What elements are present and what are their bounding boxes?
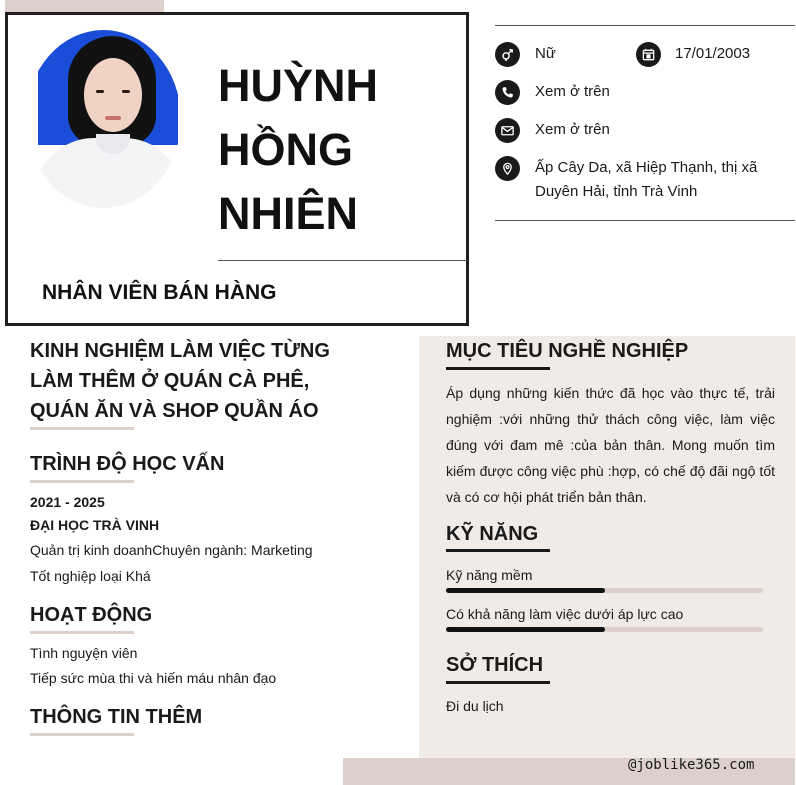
- profile-photo: [26, 30, 181, 208]
- location-icon: [495, 156, 520, 181]
- birthdate-value: 17/01/2003: [675, 45, 751, 62]
- name-divider: [218, 260, 467, 261]
- hobbies-title: SỞ THÍCH: [446, 654, 544, 676]
- hobbies-underline: [446, 681, 550, 684]
- skill-label-2: Có khả năng làm việc dưới áp lực cao: [446, 606, 684, 622]
- experience-title-line-3: QUÁN ĂN VÀ SHOP QUẦN ÁO: [30, 400, 319, 422]
- photo-lips: [105, 116, 121, 120]
- activity-item-2: Tiếp sức mùa thi và hiến máu nhân đạo: [30, 670, 277, 686]
- name-line-1: HUỲNH: [218, 60, 379, 111]
- education-title: TRÌNH ĐỘ HỌC VẤN: [30, 453, 225, 475]
- phone-icon: [495, 80, 520, 105]
- experience-title-line-2: LÀM THÊM Ở QUÁN CÀ PHÊ,: [30, 370, 310, 392]
- experience-underline: [30, 427, 134, 430]
- mail-icon: [495, 118, 520, 143]
- skills-underline: [446, 549, 550, 552]
- photo-eye-left: [96, 90, 104, 93]
- skill-label-1: Kỹ năng mềm: [446, 567, 533, 583]
- skill-bar-2: [446, 627, 763, 632]
- email-value: Xem ở trên: [535, 121, 610, 138]
- activities-underline: [30, 631, 134, 634]
- full-name: [218, 54, 378, 246]
- contact-bottom-divider: [495, 220, 795, 221]
- photo-eye-right: [122, 90, 130, 93]
- phone-value: Xem ở trên: [535, 83, 610, 100]
- photo-face: [84, 58, 142, 132]
- education-school: ĐẠI HỌC TRÀ VINH: [30, 517, 160, 533]
- education-years: 2021 - 2025: [30, 494, 105, 510]
- job-title: NHÂN VIÊN BÁN HÀNG: [42, 281, 277, 304]
- objective-underline: [446, 367, 550, 370]
- objective-text: Áp dụng những kiến thức đã học vào thực tế, trải nghiệm :với những thử thách công việc, làm việc đúng với đam mê :của bản thân. Mong muốn tìm kiếm được công việc phù :hợp, có chế độ đãi ngộ tốt và có cơ hội phát triển bản thân.: [446, 385, 775, 505]
- objective-title: MỤC TIÊU NGHỀ NGHIỆP: [446, 340, 689, 362]
- more-info-title: THÔNG TIN THÊM: [30, 706, 203, 728]
- education-major: Quản trị kinh doanhChuyên ngành: Marketing: [30, 542, 313, 558]
- skill-bar-fill-1: [446, 588, 605, 593]
- experience-title: [30, 336, 330, 426]
- calendar-icon: [636, 42, 661, 67]
- name-line-2: HỒNG: [218, 124, 353, 175]
- skills-title: KỸ NĂNG: [446, 523, 539, 545]
- skill-bar-fill-2: [446, 627, 605, 632]
- address-value: [535, 156, 757, 204]
- education-grade: Tốt nghiệp loại Khá: [30, 568, 151, 584]
- more-info-underline: [30, 733, 134, 736]
- gender-value: Nữ: [535, 45, 556, 62]
- hobby-item-1: Đi du lịch: [446, 698, 504, 714]
- name-line-3: NHIÊN: [218, 188, 359, 239]
- activities-title: HOẠT ĐỘNG: [30, 604, 153, 626]
- address-line-1: Ấp Cây Da, xã Hiệp Thạnh, thị xã: [535, 159, 758, 176]
- activity-item-1: Tình nguyện viên: [30, 645, 138, 661]
- experience-title-line-1: KINH NGHIỆM LÀM VIỆC TỪNG: [30, 340, 330, 362]
- gender-icon: [495, 42, 520, 67]
- contact-top-divider: [495, 25, 795, 26]
- education-underline: [30, 480, 134, 483]
- skill-bar-1: [446, 588, 763, 593]
- address-line-2: Duyên Hải, tỉnh Trà Vinh: [535, 183, 698, 200]
- watermark: @joblike365.com: [628, 757, 755, 773]
